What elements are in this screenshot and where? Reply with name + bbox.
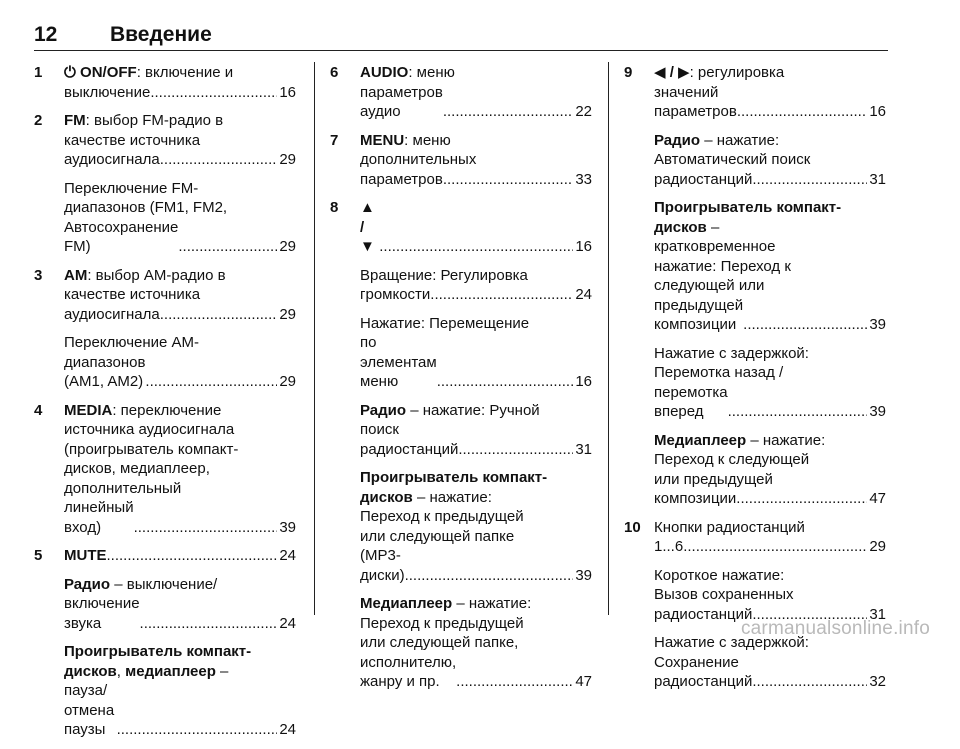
page-reference-line [654,83,886,122]
control-name: Медиаплеер [654,431,747,449]
entry-paragraph [654,566,886,625]
reference-label: аудиосигнала [64,151,160,168]
reference-text [654,672,752,692]
reference-label: параметров [360,170,443,188]
description-text: источника аудиосигнала [64,421,235,438]
page-reference-line [360,333,592,392]
page-reference-line [64,594,296,633]
page-reference-line [64,150,296,170]
control-name: дисков [654,218,707,236]
page-header [34,22,212,48]
entry-paragraph [654,431,886,509]
index-entry [330,63,592,122]
page-reference-line [654,489,886,509]
index-entry [34,63,296,102]
column-2 [330,63,592,701]
header-divider [34,50,888,51]
reference-text [654,489,736,509]
control-name: MUTE [64,547,107,564]
entry-paragraph [360,468,592,585]
reference-text [64,83,150,103]
text-line [64,333,296,353]
entry-paragraph [360,266,592,305]
dot-leader [752,672,867,692]
reference-label: параметров аудио [360,83,443,120]
description-text: Переход к предыдущей [360,508,524,525]
index-entry [624,63,886,509]
text-line [64,479,296,499]
dot-leader [160,305,278,325]
page-reference: 31 [869,170,886,188]
dot-leader [160,150,278,170]
description-text: – выключение/ [110,575,218,593]
description-text: Переключение AM- [64,334,200,351]
control-name: AUDIO [360,64,409,81]
description-text: – нажатие: [700,131,780,149]
description-text: кратковременное [654,238,776,255]
description-text: Автоматический поиск [654,151,811,168]
description-text: следующей или [654,277,765,294]
dot-leader [379,237,573,257]
dot-leader [443,170,573,190]
text-line [654,585,886,605]
page-reference: 22 [575,103,592,120]
page-reference-line [64,546,296,566]
reference-text [360,83,443,122]
reference-text [654,537,683,557]
control-name: Проигрыватель компакт- [64,643,252,660]
control-name: дисков [360,488,413,506]
dot-leader [737,102,867,122]
reference-label: по элементам меню [360,334,437,390]
description-text: Нажатие с задержкой: [654,634,809,651]
page-reference-line [654,296,886,335]
reference-text [64,546,107,566]
reference-label: диапазонов (AM1, AM2) [64,353,146,390]
page-reference: 24 [279,614,296,632]
text-line [654,431,886,451]
dot-leader [134,518,278,538]
description-text: Кнопки радиостанций [654,518,805,536]
entry-number: 6 [330,64,339,81]
entry-number: 9 [624,64,633,81]
text-line [654,276,886,296]
index-entry [34,546,296,740]
entry-paragraph [654,131,886,190]
entry-paragraph [64,333,296,392]
text-line [64,575,296,595]
page-reference: 16 [869,103,886,120]
entry-paragraph [64,575,296,634]
page-reference: 29 [279,373,296,390]
entry-number: 5 [34,547,43,564]
text-line [360,314,592,334]
reference-text [360,198,379,257]
reference-label: предыдущей композиции [654,296,744,333]
page-reference: 16 [575,373,592,390]
dot-leader [443,102,573,122]
text-line [654,257,886,277]
entry-paragraph [360,594,592,692]
entry-paragraph [64,642,296,740]
description-text: : меню [404,131,451,149]
description-text: дисков, медиаплеер, [64,460,210,477]
entry-number: 10 [624,518,641,536]
dot-leader [458,440,573,460]
description-text: Нажатие: Перемещение [360,314,530,332]
page-reference-line [360,420,592,459]
entry-number: 8 [330,199,339,216]
reference-label: радиостанций [654,605,753,623]
page-reference: 24 [575,286,592,303]
entry-number: 2 [34,112,43,129]
page-reference-line [360,198,592,257]
text-line [360,507,592,527]
reference-text [64,218,178,257]
reference-label: радиостанций [654,170,753,188]
page-reference-line [360,653,592,692]
reference-text [64,150,160,170]
description-text: Сохранение [654,653,739,671]
description-text: : переключение [112,401,222,419]
text-line [654,450,886,470]
reference-label: композиции [654,490,737,507]
description-text: (проигрыватель компакт- [64,440,239,458]
entry-paragraph [360,401,592,460]
description-text: – нажатие: [452,595,532,612]
entry-number: 7 [330,131,339,149]
page-reference-line [64,498,296,537]
index-entry [330,198,592,692]
description-text: : выбор FM-радио в [85,112,224,129]
page-reference-line [64,305,296,325]
reference-text [654,83,737,122]
entry-number: 4 [34,401,43,419]
reference-label: (MP3-диски) [360,547,405,584]
page-reference: 33 [575,170,592,188]
description-text: : регулировка [689,64,785,81]
text-line [64,642,296,662]
description-text: , [116,662,126,680]
entry-number: 1 [34,64,43,81]
text-line [360,614,592,634]
index-entry [34,111,296,257]
reference-text [64,594,140,633]
dot-leader [117,720,278,740]
entry-paragraph [360,63,592,122]
dot-leader [752,170,867,190]
reference-text [64,681,117,740]
page-title: Введение [110,23,212,46]
reference-text [654,383,728,422]
text-line [360,401,592,421]
entry-paragraph [654,344,886,422]
description-text: диапазонов (FM1, FM2, [64,199,228,216]
entry-paragraph [64,266,296,325]
text-line [360,633,592,653]
text-line [64,198,296,218]
control-name: медиаплеер [125,662,216,680]
text-line [654,363,886,383]
description-text: Вызов сохраненных [654,586,794,603]
description-text: или предыдущей [654,470,773,488]
page-reference: 29 [279,151,296,168]
page-reference: 24 [279,721,296,738]
page-reference-line [360,83,592,122]
reference-text [64,353,145,392]
page-reference: 31 [869,605,886,623]
reference-label: Автосохранение FM) [64,218,179,255]
description-text: Короткое нажатие: [654,566,785,584]
page-reference: 39 [869,316,886,333]
text-line [64,459,296,479]
description-text: Перемотка назад / [654,364,784,381]
description-text: – [706,218,720,236]
description-text: Вращение: Регулировка [360,266,528,284]
control-name: ▲ / ▼ [360,199,375,255]
page-reference-line [360,285,592,305]
description-text: Переход к следующей [654,451,810,468]
index-entry [624,518,886,692]
reference-label: линейный вход) [64,499,134,536]
description-text: Переключение FM- [64,179,199,197]
description-text: – нажатие: Ручной [406,401,540,419]
reference-text [360,285,430,305]
control-name: FM [64,112,86,129]
page-reference-line [64,353,296,392]
entry-number: 3 [34,266,43,284]
text-line [64,662,296,682]
reference-text [654,296,743,335]
page-reference: 47 [869,490,886,507]
text-line [360,594,592,614]
control-name: Медиаплеер [360,595,453,612]
dot-leader [107,546,278,566]
entry-paragraph [654,63,886,122]
reference-label: 1...6 [654,538,684,555]
index-entry [34,266,296,392]
text-line [654,470,886,490]
dot-leader [437,372,574,392]
control-name: Проигрыватель компакт- [360,469,548,486]
reference-label: радиостанций [654,673,753,690]
column-divider [608,62,609,615]
description-text: – [215,662,229,680]
description-text: дополнительный [64,479,182,497]
description-text: Нажатие с задержкой: [654,344,809,362]
dot-leader [736,489,867,509]
text-line [360,266,592,286]
reference-label: громкости [360,286,431,303]
text-line [360,150,592,170]
page-reference-line [654,170,886,190]
control-name: ⏻ ON/OFF [64,64,137,81]
entry-paragraph [360,198,592,257]
page-reference: 16 [279,83,296,101]
entry-paragraph [654,198,886,335]
page-reference: 31 [575,440,592,458]
description-text: или следующей папке, [360,634,519,651]
text-line [654,344,886,364]
index-entry [330,131,592,190]
dot-leader [145,372,277,392]
description-text: качестве источника [64,131,201,149]
text-line [654,566,886,586]
entry-paragraph [64,546,296,566]
page-reference-line [654,672,886,692]
control-name: Радио [360,401,407,419]
entry-paragraph [64,63,296,102]
column-1 [34,63,296,749]
index-entry [34,401,296,538]
reference-label: выключение [64,83,151,101]
description-text: : включение и [136,64,234,81]
description-text: – нажатие: [412,488,492,506]
text-line [64,440,296,460]
page-reference-line [64,218,296,257]
reference-text [360,546,405,585]
page-reference: 39 [869,403,886,420]
page-reference-line [654,383,886,422]
column-divider [314,62,315,615]
dot-leader [456,672,573,692]
text-line [64,111,296,131]
control-name: Радио [654,131,701,149]
text-line [654,63,886,83]
text-line [64,179,296,199]
page-reference: 29 [869,538,886,555]
text-line [64,420,296,440]
page-reference-line [654,537,886,557]
reference-text [64,305,160,325]
page-reference: 29 [279,305,296,323]
description-text: – нажатие: [746,431,826,449]
entry-paragraph [64,401,296,538]
text-line [64,131,296,151]
reference-label: пауза/отмена паузы [64,682,115,738]
reference-text [360,420,458,459]
dot-leader [140,614,278,634]
dot-leader [743,315,867,335]
reference-label: включение звука [64,595,140,632]
page-reference-line [360,546,592,585]
reference-text [360,333,437,392]
dot-leader [150,83,277,103]
reference-text [654,170,752,190]
text-line [360,131,592,151]
description-text: : выбор AM-радио в [87,266,226,284]
control-name: ◀ / ▶ [654,64,690,81]
description-text: нажатие: Переход к [654,257,791,275]
reference-label: исполнителю, жанру и пр. [360,653,457,690]
entry-paragraph [64,111,296,170]
entry-paragraph [360,314,592,392]
text-line [64,266,296,286]
dot-leader [728,402,868,422]
text-line [654,131,886,151]
description-text: качестве источника [64,286,201,303]
text-line [64,285,296,305]
text-line [64,63,296,83]
text-line [360,63,592,83]
page-reference: 39 [575,566,592,584]
page-reference-line [64,83,296,103]
text-line [654,237,886,257]
entry-paragraph [64,179,296,257]
text-line [64,401,296,421]
description-text: дополнительных [360,151,477,168]
page-reference-line [64,681,296,740]
entry-paragraph [360,131,592,190]
entry-paragraph [654,518,886,557]
control-name: MENU [360,131,405,149]
reference-label: аудиосигнала [64,305,160,323]
page-reference: 32 [869,673,886,690]
description-text: Переход к предыдущей [360,614,524,632]
control-name: Радио [64,575,111,593]
page-reference: 47 [575,673,592,690]
text-line [654,518,886,538]
control-name: Проигрыватель компакт- [654,199,842,216]
description-text: или следующей папке [360,527,515,545]
dot-leader [430,285,573,305]
text-line [654,150,886,170]
text-line [654,198,886,218]
control-name: MEDIA [64,401,113,419]
page-reference: 29 [279,238,296,255]
text-line [360,468,592,488]
reference-text [654,605,752,625]
reference-label: значений параметров [654,83,737,120]
control-name: AM [64,266,88,284]
page-reference: 16 [575,238,592,255]
description-text: : меню [408,64,455,81]
dot-leader [178,237,277,257]
reference-text [64,498,134,537]
reference-label: поиск радиостанций [360,421,459,458]
watermark: carmanualsonline.info [740,617,930,639]
text-line [654,218,886,238]
reference-text [360,653,456,692]
text-line [360,488,592,508]
page-reference: 24 [279,547,296,564]
dot-leader [405,566,574,586]
text-line [360,527,592,547]
page-reference-line [360,170,592,190]
control-name: дисков [64,662,117,680]
dot-leader [683,537,867,557]
text-line [654,653,886,673]
reference-label: перемотка вперед [654,383,728,420]
page-reference: 39 [279,518,296,536]
page-number: 12 [34,23,58,46]
column-3 [624,63,886,701]
reference-text [360,170,443,190]
